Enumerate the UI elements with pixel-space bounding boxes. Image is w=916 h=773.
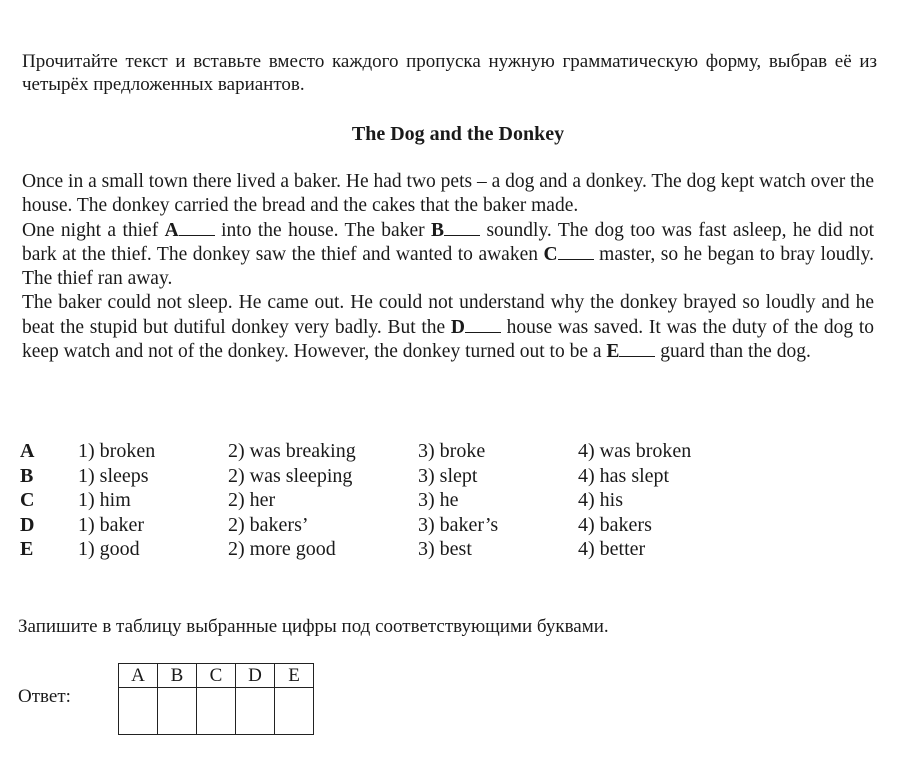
option-letter: B bbox=[20, 464, 34, 487]
gap-letter: E bbox=[606, 341, 620, 363]
gap-blank bbox=[558, 244, 594, 260]
answer-cell-a[interactable] bbox=[119, 688, 158, 735]
answer-header-b: B bbox=[158, 664, 197, 688]
option-choice: 2) her bbox=[228, 489, 276, 512]
gap-letter: A bbox=[164, 219, 179, 241]
option-choice: 4) better bbox=[578, 538, 646, 561]
gap-letter: B bbox=[431, 219, 445, 241]
text-segment: house was saved. It was the duty of the dog to keep watch and not of the donkey. However, the donkey turned out to be a bbox=[22, 316, 874, 363]
option-row bbox=[20, 538, 740, 563]
option-choice: 2) more good bbox=[228, 538, 336, 561]
answer-cell-d[interactable] bbox=[236, 688, 275, 735]
option-choice: 2) was breaking bbox=[228, 440, 356, 462]
option-choice: 4) bakers bbox=[578, 513, 652, 536]
answer-label: Ответ: bbox=[18, 686, 71, 707]
answer-header-e: E bbox=[275, 664, 314, 688]
answer-header-c: C bbox=[197, 664, 236, 688]
task-instruction: Прочитайте текст и вставьте вместо каждого пропуска нужную грамматическую форму, выбрав её из четырёх предложенных вариантов. bbox=[22, 51, 877, 95]
option-choice: 1) him bbox=[78, 489, 131, 512]
option-choice: 2) bakers’ bbox=[228, 513, 309, 536]
paragraph bbox=[22, 219, 874, 292]
option-letter: E bbox=[20, 538, 34, 561]
option-row bbox=[20, 440, 740, 465]
gap-blank bbox=[619, 341, 655, 357]
text-segment: soundly. The dog too was fast asleep, he did not bark at the thief. The donkey saw the thief and wanted to awaken bbox=[22, 219, 874, 265]
option-choice: 1) baker bbox=[78, 513, 145, 536]
text-segment: Once in a small town there lived a baker. He had two pets – a dog and a donkey. The dog kept watch over the house. The donkey carried the bread and the cakes that the baker made. bbox=[22, 171, 874, 217]
text-title: The Dog and the Donkey bbox=[351, 123, 565, 145]
text-segment: One night a thief bbox=[22, 219, 165, 241]
gap-blank bbox=[179, 220, 215, 236]
paragraph bbox=[22, 291, 874, 364]
gap-letter: C bbox=[543, 243, 558, 265]
gap-blank bbox=[444, 220, 480, 236]
answer-header-d: D bbox=[236, 664, 275, 688]
answer-cell-c[interactable] bbox=[197, 688, 236, 735]
write-instruction: Запишите в таблицу выбранные цифры под соответствующими буквами. bbox=[18, 616, 609, 637]
option-letter: C bbox=[20, 489, 35, 512]
option-choice: 3) broke bbox=[418, 440, 486, 462]
text-segment: master, so he began to bray loudly. The thief ran away. bbox=[22, 243, 874, 290]
paragraph bbox=[22, 170, 874, 219]
answer-header-a: A bbox=[119, 664, 158, 688]
answer-cell-b[interactable] bbox=[158, 688, 197, 735]
option-choice: 3) he bbox=[418, 489, 459, 512]
option-letter: A bbox=[20, 440, 35, 462]
option-choice: 4) has slept bbox=[578, 464, 670, 487]
text-segment: into the house. The baker bbox=[214, 219, 432, 241]
answer-table bbox=[118, 663, 314, 735]
answer-options bbox=[20, 440, 740, 563]
option-choice: 3) slept bbox=[418, 464, 478, 487]
text-segment: guard than the dog. bbox=[655, 341, 811, 363]
reading-text bbox=[22, 170, 874, 364]
option-choice: 3) baker’s bbox=[418, 513, 499, 536]
option-choice: 3) best bbox=[418, 538, 472, 561]
option-choice: 1) sleeps bbox=[78, 464, 149, 487]
gap-blank bbox=[465, 317, 501, 333]
option-row bbox=[20, 489, 740, 514]
option-letter: D bbox=[20, 513, 35, 536]
gap-letter: D bbox=[450, 316, 465, 338]
option-row bbox=[20, 465, 740, 490]
option-choice: 1) good bbox=[78, 538, 140, 561]
option-choice: 1) broken bbox=[78, 440, 156, 462]
answer-cell-e[interactable] bbox=[275, 688, 314, 735]
option-choice: 4) was broken bbox=[578, 440, 692, 462]
option-choice: 4) his bbox=[578, 489, 623, 512]
text-segment: The baker could not sleep. He came out. He could not understand why the donkey brayed so loudly and he beat the stupid but dutiful donkey very badly. But the bbox=[22, 292, 874, 338]
option-row bbox=[20, 514, 740, 539]
option-choice: 2) was sleeping bbox=[228, 464, 353, 487]
